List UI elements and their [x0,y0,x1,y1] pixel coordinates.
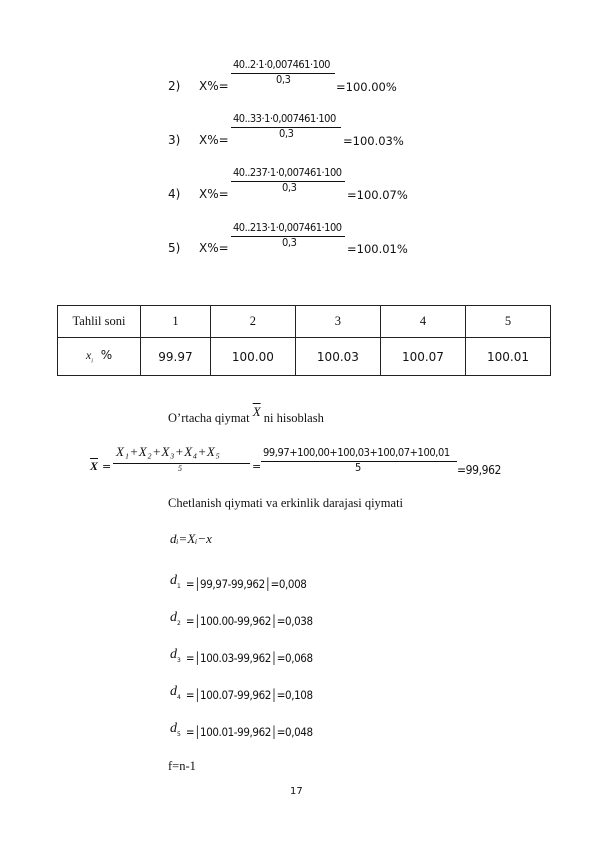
deviation-d-symbol: d [170,721,177,736]
mean-heading-symbol: $\overline{X}$ [252,404,261,419]
mean-heading-text: O’rtacha qiymat [168,411,250,425]
calc-3-denominator: 0,3 [279,127,294,140]
deviation-row-3 [170,643,313,664]
calc-2-result: =100.00% [336,80,397,94]
calc-2-denominator: 0,3 [276,73,291,86]
deviation-expr-3: =│100.03-99,962│=0,068 [185,651,313,665]
calc-2-label: X%= [199,79,229,93]
mean-numeric-denominator: 5 [355,461,361,474]
results-table [57,305,551,376]
deviation-row-5 [170,717,313,738]
table-header-label: Tahlil soni [58,306,141,338]
deviation-sub-5: 5 [177,731,181,739]
calc-3-number: 3) [168,133,181,147]
table-value-5: 100.01 [465,338,550,376]
table-header-row [58,306,551,338]
table-value-4: 100.07 [380,338,465,376]
calc-4-number: 4) [168,187,181,201]
mean-heading-suffix: ni hisoblash [263,411,324,425]
deviation-formula: dᵢ=Xᵢ−x [170,531,212,546]
table-col-1: 1 [141,306,211,338]
mean-heading [168,404,324,426]
calc-4-denominator: 0,3 [282,181,297,194]
deviation-sub-1: 1 [177,583,181,591]
deviation-d-symbol: d [170,684,177,699]
mean-eq-2: = [252,460,262,473]
mean-symbolic-denominator: 5 [178,464,182,473]
table-value-1: 99.97 [141,338,211,376]
deviation-sub-2: 2 [177,620,181,628]
deviation-d-symbol: d [170,610,177,625]
calc-2-number: 2) [168,79,181,93]
table-row-label [58,338,141,376]
calc-5-numerator: 40..213·1·0,007461·100 [233,221,342,234]
calc-5-result: =100.01% [347,242,408,256]
page-number: 17 [290,786,303,797]
mean-symbolic-numerator: X₁+X₂+X₃+X₄+X₅ [116,444,221,459]
calc-5-number: 5) [168,241,181,255]
calc-4-label: X%= [199,187,229,201]
deviation-row-2 [170,606,313,627]
deviation-sub-3: 3 [177,657,181,665]
deviation-expr-1: =│99,97-99,962│=0,008 [185,577,307,591]
table-row [58,338,551,376]
table-col-2: 2 [210,306,295,338]
row-label-unit: % [100,348,113,363]
deviation-heading: Chetlanish qiymati va erkinlik darajasi qiymati [168,496,404,510]
calc-3-numerator: 40..33·1·0,007461·100 [233,112,336,125]
calc-4-numerator: 40..237·1·0,007461·100 [233,166,342,179]
deviation-d-symbol: d [170,647,177,662]
deviation-row-4 [170,680,313,701]
deviation-sub-4: 4 [177,694,181,702]
mean-eq-1: = [102,460,112,473]
calc-3-label: X%= [199,133,229,147]
calc-5-denominator: 0,3 [282,236,297,249]
mean-numeric-numerator: 99,97+100,00+100,03+100,07+100,01 [263,446,450,459]
calc-4-result: =100.07% [347,188,408,202]
mean-lhs: $\overline{X}$ [90,459,99,473]
deviation-expr-5: =│100.01-99,962│=0,048 [185,725,313,739]
table-col-4: 4 [380,306,465,338]
row-label-symbol: x [85,348,92,363]
table-col-3: 3 [295,306,380,338]
deviation-row-1 [170,569,306,590]
deviation-d-symbol: d [170,573,177,588]
mean-result: =99,962 [457,463,502,477]
freedom-degree: f=n-1 [168,759,196,773]
calc-2-numerator: 40..2·1·0,007461·100 [233,58,330,71]
calc-5-label: X%= [199,241,229,255]
row-label-sub: i [91,358,93,365]
deviation-expr-4: =│100.07-99,962│=0,108 [185,688,313,702]
calc-3-result: =100.03% [343,134,404,148]
table-col-5: 5 [465,306,550,338]
deviation-expr-2: =│100.00-99,962│=0,038 [185,614,313,628]
table-value-2: 100.00 [210,338,295,376]
table-value-3: 100.03 [295,338,380,376]
